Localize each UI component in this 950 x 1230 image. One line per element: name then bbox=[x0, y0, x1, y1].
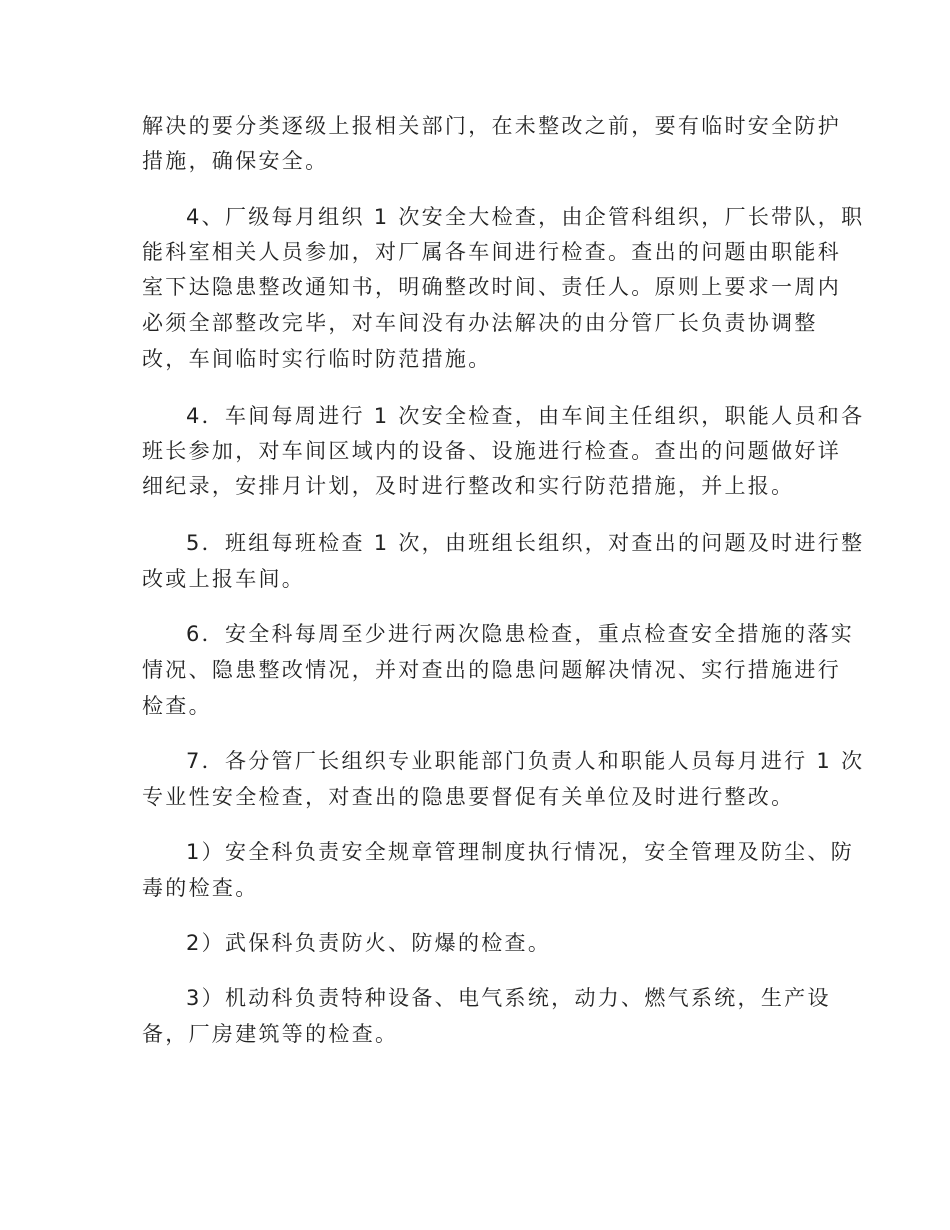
text-line: 班长参加，对车间区域内的设备、设施进行检查。查出的问题做好详 bbox=[142, 439, 841, 463]
text-line: 室下达隐患整改通知书，明确整改时间、责任人。原则上要求一周内 bbox=[142, 275, 841, 299]
paragraph-first-line: 7．各分管厂长组织专业职能部门负责人和职能人员每月进行 1 次 bbox=[186, 749, 865, 773]
list-item-first-line: 1）安全科负责安全规章管理制度执行情况，安全管理及防尘、防 bbox=[186, 840, 855, 864]
text-line: 改或上报车间。 bbox=[142, 567, 306, 591]
text-line: 解决的要分类逐级上报相关部门，在未整改之前，要有临时安全防护 bbox=[142, 114, 841, 138]
paragraph-first-line: 6．安全科每周至少进行两次隐患检查，重点检查安全措施的落实 bbox=[186, 622, 855, 646]
text-line: 必须全部整改完毕，对车间没有办法解决的由分管厂长负责协调整 bbox=[142, 311, 818, 335]
text-line: 情况、隐患整改情况，并对查出的隐患问题解决情况、实行措施进行 bbox=[142, 658, 841, 682]
paragraph-first-line: 4．车间每周进行 1 次安全检查，由车间主任组织，职能人员和各 bbox=[186, 404, 865, 428]
text-line: 能科室相关人员参加，对厂属各车间进行检查。查出的问题由职能科 bbox=[142, 240, 841, 264]
paragraph-first-line: 4、厂级每月组织 1 次安全大检查，由企管科组织，厂长带队，职 bbox=[186, 205, 865, 229]
text-line: 细纪录，安排月计划，及时进行整改和实行防范措施，并上报。 bbox=[142, 474, 795, 498]
text-line: 毒的检查。 bbox=[142, 876, 259, 900]
text-line: 改，车间临时实行临时防范措施。 bbox=[142, 347, 492, 371]
list-item-first-line: 3）机动科负责特种设备、电气系统，动力、燃气系统，生产设 bbox=[186, 986, 831, 1010]
list-item-first-line: 2）武保科负责防火、防爆的检查。 bbox=[186, 931, 552, 955]
text-line: 检查。 bbox=[142, 694, 212, 718]
text-line: 备，厂房建筑等的检查。 bbox=[142, 1022, 399, 1046]
paragraph-first-line: 5．班组每班检查 1 次，由班组长组织，对查出的问题及时进行整 bbox=[186, 531, 865, 555]
text-line: 专业性安全检查，对查出的隐患要督促有关单位及时进行整改。 bbox=[142, 785, 795, 809]
text-line: 措施，确保安全。 bbox=[142, 149, 329, 173]
